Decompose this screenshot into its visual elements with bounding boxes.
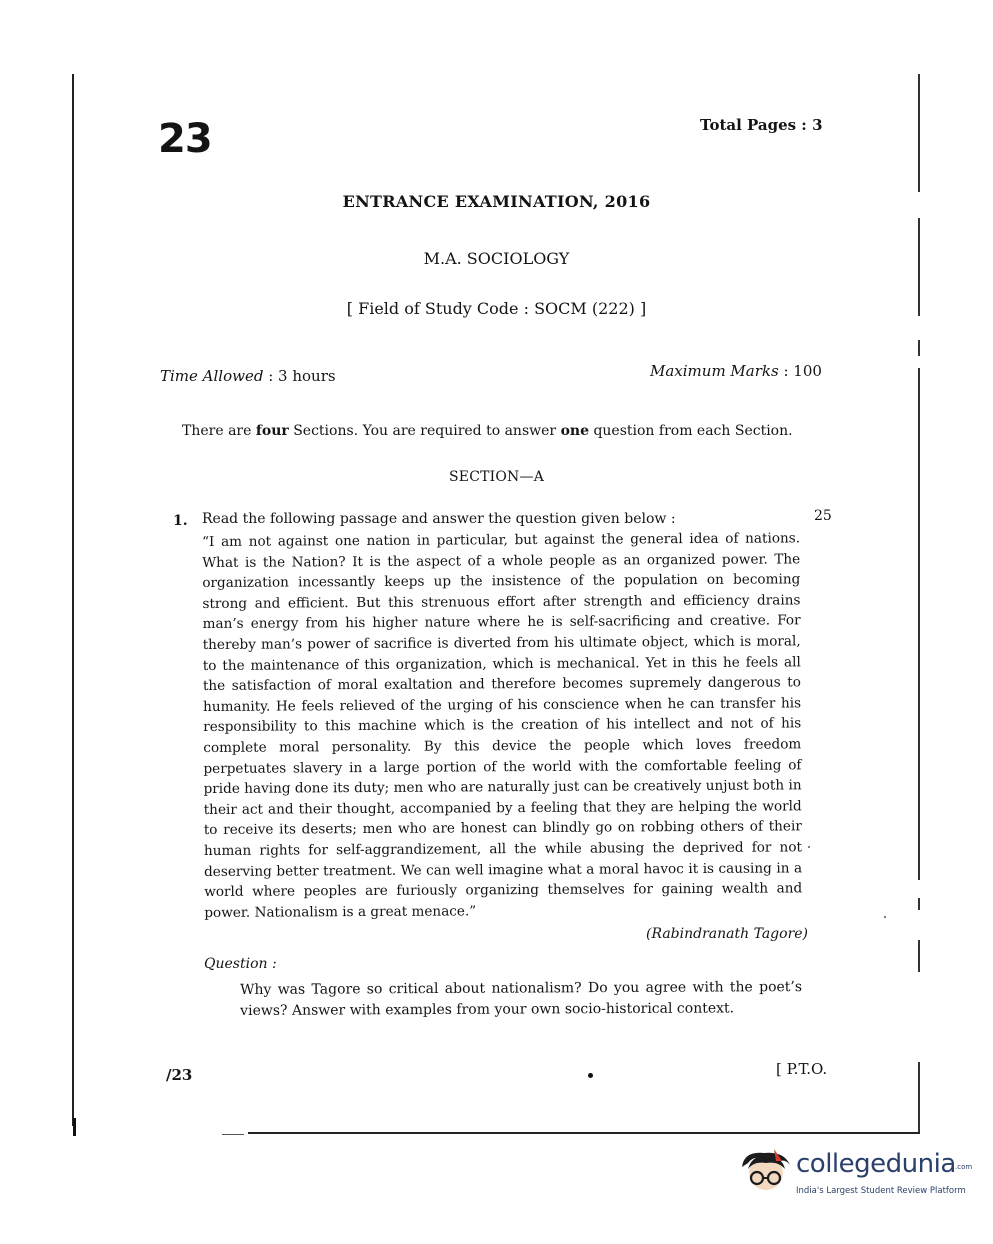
instructions-text: There are <box>182 423 256 439</box>
logo-tagline: India's Largest Student Review Platform <box>796 1186 966 1196</box>
instructions-text: question from each Section. <box>589 423 793 439</box>
course-name: M.A. SOCIOLOGY <box>423 249 570 268</box>
page-left-edge <box>72 74 74 1126</box>
page-right-edge <box>918 368 920 880</box>
attribution-text: (Rabindranath Tagore) <box>646 926 809 942</box>
question-intro: Read the following passage and answer the question given below : <box>202 511 676 527</box>
booklet-code-number: 23 <box>158 116 212 162</box>
scan-speck <box>808 846 810 848</box>
mascot-icon <box>742 1149 790 1190</box>
general-instructions <box>182 423 793 439</box>
page-right-edge <box>918 340 920 356</box>
maximum-marks <box>650 362 822 380</box>
time-allowed <box>160 367 336 385</box>
passage-attribution <box>646 926 808 942</box>
page-right-edge <box>918 1062 920 1134</box>
passage-text: “I am not against one nation in particular, but against the general idea of nations. What is the Nation? It is the aspect of a whole people as an organized power. The organization incessantly keeps up the insistence of the population on becoming strong and efficient. But this strenuous effort after strength and efficiency drains man’s energy from his higher nature where he is self-sacrificing and creative. For thereby man’s power of sacrifice is diverted from his ultimate object, which is moral, to the maintenance of this organization, which is mechanical. Yet in this he feels all the satisfaction of moral exaltation and therefore becomes supremely dangerous to humanity. He feels relieved of the urging of his conscience when he can transfer his responsibility to this machine which is the creation of his intellect and not of his complete moral personality. By this device the people which loves freedom perpetuates slavery in a large portion of the world with the comfortable feeling of pride having done its duty; men who are naturally just can be creatively unjust both in their act and their thought, accompanied by a feeling that they are helping the world to receive its deserts; men who are honest can blindly go on robbing others of their human rights for self-aggrandizement, all the while abusing the deprived for not deserving better treatment. We can well imagine what a moral havoc it is causing in a world where peoples are furiously organizing themselves for gaining wealth and power. Nationalism is a great menace.” <box>202 530 803 921</box>
total-pages: Total Pages : 3 <box>700 116 823 134</box>
footer-code: /23 <box>166 1066 193 1084</box>
page-bottom-mark <box>222 1134 244 1135</box>
instructions-emphasis: four <box>255 423 289 439</box>
pto-marker: [ P.T.O. <box>776 1060 828 1078</box>
logo-tld: .com <box>955 1163 973 1171</box>
footer-dot <box>588 1073 593 1078</box>
field-of-study-code: [ Field of Study Code : SOCM (222) ] <box>346 299 647 318</box>
question-text: Why was Tagore so critical about nationalism? Do you agree with the poet’s views? Answer with examples from your own socio-historical context. <box>240 979 803 1019</box>
max-marks-value: : 100 <box>783 362 822 380</box>
exam-title: ENTRANCE EXAMINATION, 2016 <box>342 192 651 211</box>
question-marks: 25 <box>814 508 832 524</box>
section-heading: SECTION—A <box>448 469 545 485</box>
page-left-mark <box>73 1118 76 1136</box>
instructions-emphasis: one <box>560 423 589 439</box>
page-right-edge <box>918 940 920 972</box>
max-marks-label: Maximum Marks <box>650 362 779 380</box>
question-number: 1. <box>173 513 188 529</box>
page-bottom-edge <box>248 1132 920 1134</box>
page-right-edge <box>918 74 920 192</box>
scan-speck <box>884 916 886 918</box>
logo-wordmark: collegedunia <box>796 1149 956 1179</box>
question-label: Question : <box>204 956 277 972</box>
page-right-edge <box>918 898 920 910</box>
time-allowed-label: Time Allowed <box>160 367 264 385</box>
time-allowed-value: : 3 hours <box>268 367 336 385</box>
instructions-text: Sections. You are required to answer <box>288 423 561 439</box>
